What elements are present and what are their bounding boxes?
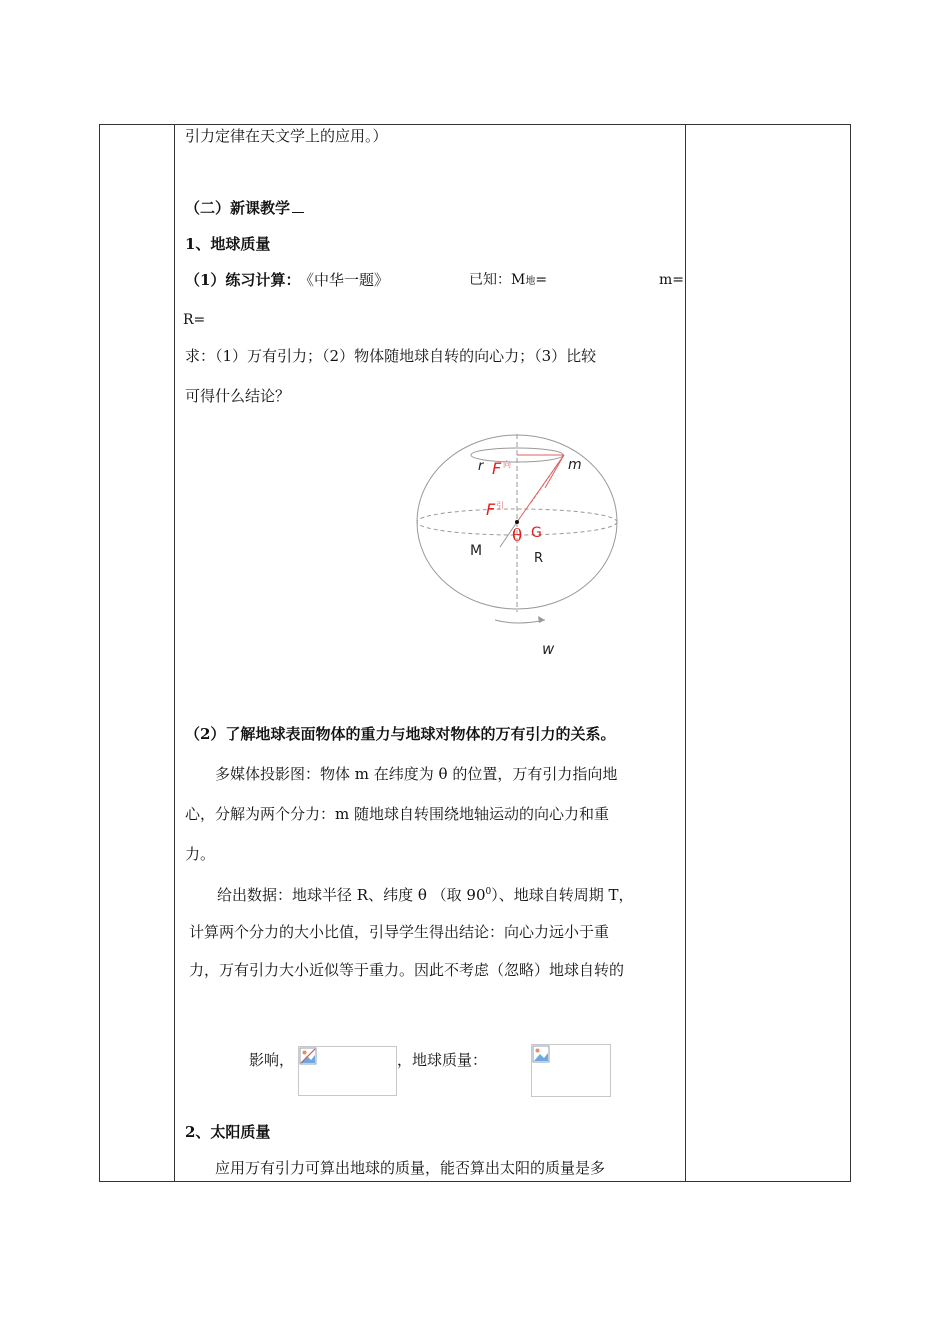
label-theta: θ: [512, 526, 523, 546]
section-heading: [185, 198, 304, 218]
exercise-line: [185, 270, 389, 290]
label-m: m: [568, 457, 582, 473]
main-content-cell: [175, 124, 685, 1182]
label-big-r: R: [534, 551, 544, 566]
question-line-1: 求：（1）万有引力；（2）物体随地球自转的向心力；（3）比较: [185, 347, 597, 365]
paragraph-4-line-1: 应用万有引力可算出地球的质量，能否算出太阳的质量是多: [215, 1159, 606, 1177]
paragraph-3-start: 影响，: [249, 1051, 295, 1069]
earth-mass-formula-placeholder: [531, 1044, 611, 1097]
paragraph-2-line-2: 计算两个分力的大小比值，引导学生得出结论：向心力远小于重: [189, 923, 610, 941]
paragraph-2-line-3: 力，万有引力大小近似等于重力。因此不考虑（忽略）地球自转的: [189, 961, 625, 979]
paragraph-2-text-end: ）、地球自转周期 T，: [491, 886, 634, 904]
heading-earth-mass: 1、地球质量: [185, 235, 271, 253]
rotation-arrowhead: [538, 616, 545, 623]
given-equals: =: [535, 272, 548, 288]
broken-image-icon: [299, 1047, 317, 1065]
heading-sun-mass: 2、太阳质量: [185, 1123, 271, 1141]
exercise-label: （1）练习计算：: [185, 271, 301, 289]
label-big-m: M: [470, 543, 483, 559]
label-f-centripetal-sub: 向: [503, 460, 511, 469]
given-label: 已知：M: [469, 272, 526, 288]
label-f-gravitation-sub: 引: [496, 501, 504, 510]
given-m: m=: [659, 272, 685, 288]
label-f-gravitation: F: [486, 500, 496, 519]
paragraph-1-line-2: 心，分解为两个分力：m 随地球自转围绕地轴运动的向心力和重: [185, 805, 609, 823]
label-f-centripetal: F: [492, 459, 502, 478]
rotation-arrow: [495, 620, 545, 623]
degree-superscript: 0: [485, 887, 492, 897]
given-r: R=: [183, 312, 206, 328]
label-g: G: [531, 525, 542, 541]
paragraph-3-middle: ，地球质量：: [397, 1051, 488, 1069]
paragraph-2-text: 给出数据：地球半径 R、纬度 θ （取 90: [217, 886, 486, 904]
column-divider-right: [685, 125, 686, 1181]
paragraph-1-line-3: 力。: [185, 845, 216, 863]
earth-center-dot: [515, 520, 519, 524]
text-line: 引力定律在天文学上的应用。）: [185, 127, 388, 145]
section-heading-text: （二）新课教学: [185, 199, 291, 217]
given-subscript: 地: [525, 276, 536, 287]
label-w: w: [542, 640, 555, 654]
paragraph-1-line-1: 多媒体投影图：物体 m 在纬度为 θ 的位置，万有引力指向地: [215, 765, 618, 783]
given-mass: [469, 270, 547, 292]
earth-rotation-diagram: [400, 424, 640, 654]
heading-gravity-relation: （2）了解地球表面物体的重力与地球对物体的万有引力的关系。: [185, 725, 616, 743]
formula-image-placeholder: [298, 1046, 397, 1096]
label-r: r: [478, 459, 484, 474]
underline-mark: [292, 200, 304, 213]
question-line-2: 可得什么结论？: [185, 387, 291, 405]
paragraph-2-line-1: [217, 882, 634, 905]
exercise-book: 《中华一题》: [306, 271, 389, 289]
broken-image-icon: [532, 1045, 550, 1063]
